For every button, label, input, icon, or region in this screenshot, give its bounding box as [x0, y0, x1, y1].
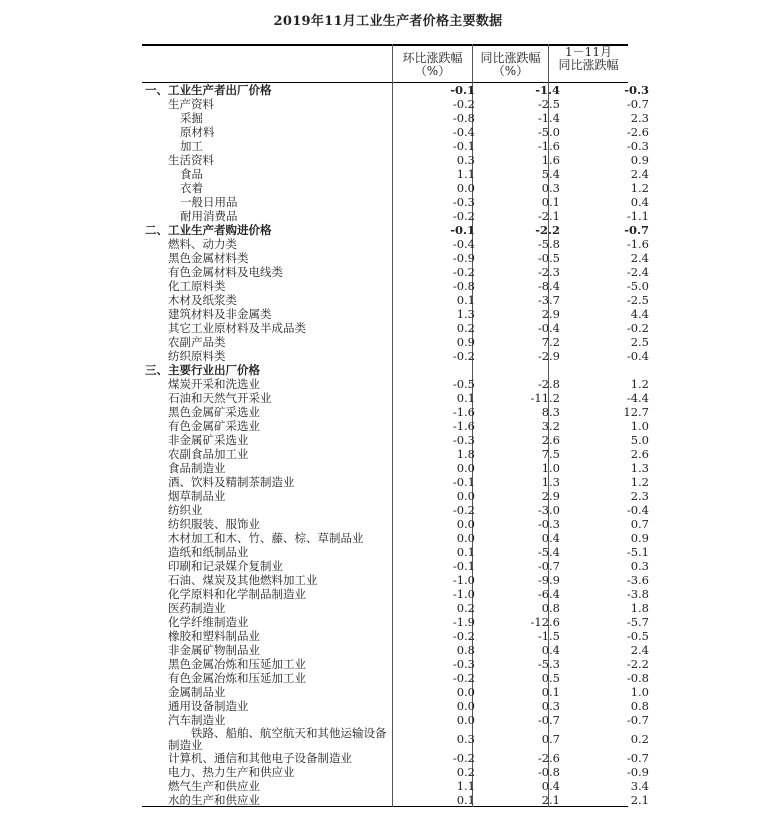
- row-label: 通用设备制造业: [168, 699, 249, 713]
- row-mom-value: 1.1: [456, 779, 475, 793]
- row-ytd-value: 0.7: [630, 517, 649, 531]
- table-row: [142, 433, 658, 447]
- row-label: 食品制造业: [168, 461, 226, 475]
- row-yoy-value: 5.4: [541, 167, 560, 181]
- row-ytd-value: 1.2: [630, 377, 649, 391]
- row-ytd-value: 1.3: [630, 461, 649, 475]
- row-yoy-value: 3.2: [541, 419, 560, 433]
- table-row: [142, 265, 658, 279]
- header-ytd-line2: 同比涨跌幅: [558, 58, 619, 72]
- table-row: [142, 139, 658, 153]
- row-yoy-value: 2.1: [541, 793, 560, 807]
- row-ytd-value: 3.4: [630, 779, 649, 793]
- row-label: 造纸和纸制品业: [168, 545, 249, 559]
- table-row: [142, 587, 658, 601]
- table-row: [142, 111, 658, 125]
- row-yoy-value: -2.3: [537, 265, 560, 279]
- row-mom-value: -0.1: [452, 139, 475, 153]
- row-label: 一、工业生产者出厂价格: [145, 83, 272, 97]
- row-mom-value: 0.3: [456, 153, 475, 167]
- row-label: 石油和天然气开采业: [168, 391, 272, 405]
- table-row: [142, 573, 658, 587]
- row-mom-value: -0.2: [452, 751, 475, 765]
- table-row: [142, 307, 658, 321]
- table-row: [142, 793, 658, 807]
- row-mom-value: 1.8: [456, 447, 475, 461]
- row-mom-value: -1.6: [452, 405, 475, 419]
- row-yoy-value: -5.8: [537, 237, 560, 251]
- header-ytd-line1: 1－11月: [565, 45, 612, 59]
- row-ytd-value: 1.0: [630, 685, 649, 699]
- row-yoy-value: -2.9: [537, 349, 560, 363]
- row-label: 印刷和记录媒介复制业: [168, 559, 283, 573]
- row-label: 医药制造业: [168, 601, 226, 615]
- row-label: 燃气生产和供应业: [168, 779, 260, 793]
- row-label: 黑色金属矿采选业: [168, 405, 260, 419]
- table-row: [142, 377, 658, 391]
- row-label: 农副产品类: [168, 335, 226, 349]
- row-label: 金属制品业: [168, 685, 226, 699]
- row-label: 石油、煤炭及其他燃料加工业: [168, 573, 318, 587]
- row-mom-value: -0.2: [452, 97, 475, 111]
- row-ytd-value: 2.6: [630, 447, 649, 461]
- row-mom-value: 0.2: [456, 601, 475, 615]
- table-row: [142, 531, 658, 545]
- row-ytd-value: -0.8: [626, 671, 649, 685]
- row-ytd-value: -0.7: [626, 713, 649, 727]
- row-yoy-value: 0.1: [541, 685, 560, 699]
- row-yoy-value: 8.3: [541, 405, 560, 419]
- row-ytd-value: 4.4: [630, 307, 649, 321]
- row-yoy-value: [484, 363, 569, 377]
- row-yoy-value: -3.7: [537, 293, 560, 307]
- table-row: [142, 559, 658, 573]
- row-yoy-value: -1.6: [537, 139, 560, 153]
- row-ytd-value: 0.9: [630, 153, 649, 167]
- header-mom: [393, 46, 472, 78]
- row-mom-value: -0.3: [452, 195, 475, 209]
- row-mom-value: -0.1: [450, 223, 475, 237]
- row-label: 其它工业原材料及半成品类: [168, 321, 306, 335]
- row-yoy-value: -5.0: [537, 125, 560, 139]
- row-yoy-value: -0.8: [537, 765, 560, 779]
- table-row: [142, 419, 658, 433]
- row-label: 木材加工和木、竹、藤、棕、草制品业: [168, 531, 364, 545]
- row-label: 水的生产和供应业: [168, 793, 260, 807]
- table-row: [142, 405, 658, 419]
- row-ytd-value: -0.9: [626, 765, 649, 779]
- row-yoy-value: -1.5: [537, 629, 560, 643]
- row-mom-value: -0.8: [452, 111, 475, 125]
- row-mom-value: 0.0: [456, 461, 475, 475]
- row-mom-value: 0.1: [456, 391, 475, 405]
- row-ytd-value: 2.5: [630, 335, 649, 349]
- row-ytd-value: 2.4: [630, 251, 649, 265]
- table-row: [142, 251, 658, 265]
- row-ytd-value: -3.6: [626, 573, 649, 587]
- row-label: 化学纤维制造业: [168, 615, 249, 629]
- row-ytd-value: 12.7: [623, 405, 649, 419]
- row-mom-value: -1.9: [452, 615, 475, 629]
- row-yoy-value: -2.2: [535, 223, 560, 237]
- row-yoy-value: -5.3: [537, 657, 560, 671]
- row-mom-value: 0.0: [456, 517, 475, 531]
- page-title: 2019年11月工业生产者价格主要数据: [273, 14, 503, 29]
- table-row: [142, 517, 658, 531]
- row-mom-value: -0.4: [452, 125, 475, 139]
- row-yoy-value: 2.6: [541, 433, 560, 447]
- row-ytd-value: -0.3: [624, 83, 649, 97]
- row-yoy-value: -5.4: [537, 545, 560, 559]
- row-yoy-value: 1.6: [541, 153, 560, 167]
- row-mom-value: -0.2: [452, 671, 475, 685]
- row-yoy-value: -12.6: [530, 615, 560, 629]
- table-row: [142, 751, 658, 765]
- row-label: 纺织业: [168, 503, 203, 517]
- section-row: [142, 363, 658, 377]
- row-yoy-value: -0.4: [537, 321, 560, 335]
- row-ytd-value: 2.4: [630, 167, 649, 181]
- row-ytd-value: 0.9: [630, 531, 649, 545]
- price-data-table: [142, 83, 658, 807]
- table-row: [142, 779, 658, 793]
- row-ytd-value: 2.3: [630, 111, 649, 125]
- row-ytd-value: -5.7: [626, 615, 649, 629]
- row-label: 电力、热力生产和供应业: [168, 765, 295, 779]
- row-yoy-value: 0.3: [541, 699, 560, 713]
- row-mom-value: -0.1: [452, 559, 475, 573]
- row-ytd-value: 1.2: [630, 181, 649, 195]
- row-mom-value: -1.0: [452, 587, 475, 601]
- row-yoy-value: 1.3: [541, 475, 560, 489]
- table-row: [142, 657, 658, 671]
- row-label: 有色金属材料及电线类: [168, 265, 283, 279]
- row-mom-value: 0.0: [456, 699, 475, 713]
- table-row: [142, 237, 658, 251]
- row-label: 橡胶和塑料制品业: [168, 629, 260, 643]
- row-ytd-value: 1.2: [630, 475, 649, 489]
- row-ytd-value: -0.2: [626, 321, 649, 335]
- table-row: [142, 279, 658, 293]
- row-yoy-value: 0.3: [541, 181, 560, 195]
- table-row: [142, 209, 658, 223]
- row-yoy-value: 0.5: [541, 671, 560, 685]
- row-mom-value: -0.4: [452, 237, 475, 251]
- row-label: 酒、饮料及精制茶制造业: [168, 475, 295, 489]
- row-label: 衣着: [180, 181, 203, 195]
- table-row: [142, 629, 658, 643]
- row-mom-value: -0.5: [452, 377, 475, 391]
- row-label: 化工原料类: [168, 279, 226, 293]
- row-label: 有色金属矿采选业: [168, 419, 260, 433]
- row-label: 耐用消费品: [180, 209, 238, 223]
- row-label: 烟草制品业: [168, 489, 226, 503]
- row-mom-value: 1.3: [456, 307, 475, 321]
- row-ytd-value: -2.6: [626, 125, 649, 139]
- row-label: 黑色金属冶炼和压延加工业: [168, 657, 306, 671]
- row-yoy-value: -2.5: [537, 97, 560, 111]
- row-ytd-value: -2.4: [626, 265, 649, 279]
- row-ytd-value: 0.2: [630, 732, 649, 746]
- row-ytd-value: -0.7: [626, 97, 649, 111]
- row-ytd-value: -2.5: [626, 293, 649, 307]
- row-yoy-value: -8.4: [537, 279, 560, 293]
- row-label: 三、主要行业出厂价格: [145, 363, 260, 377]
- table-row: [142, 321, 658, 335]
- row-yoy-value: -0.7: [537, 713, 560, 727]
- row-label: 建筑材料及非金属类: [168, 307, 272, 321]
- row-mom-value: [395, 363, 484, 377]
- row-mom-value: 0.1: [456, 545, 475, 559]
- row-label: 铁路、船舶、航空航天和其他运输设备制造业: [168, 726, 387, 752]
- table-row: [142, 699, 658, 713]
- row-yoy-value: 2.9: [541, 489, 560, 503]
- row-ytd-value: -0.3: [626, 139, 649, 153]
- row-ytd-value: 1.8: [630, 601, 649, 615]
- row-ytd-value: -0.4: [626, 503, 649, 517]
- table-row: [142, 181, 658, 195]
- row-yoy-value: -2.6: [537, 751, 560, 765]
- table-row: [142, 97, 658, 111]
- row-mom-value: -0.3: [452, 657, 475, 671]
- row-ytd-value: 2.1: [630, 793, 649, 807]
- row-yoy-value: -6.4: [537, 587, 560, 601]
- header-ytd: [549, 46, 628, 72]
- row-yoy-value: 0.7: [541, 732, 560, 746]
- row-mom-value: 0.0: [456, 181, 475, 195]
- row-ytd-value: 1.0: [630, 419, 649, 433]
- row-yoy-value: -11.2: [530, 391, 560, 405]
- row-label: 非金属矿物制品业: [168, 643, 260, 657]
- row-label: 汽车制造业: [168, 713, 226, 727]
- row-label: 纺织服装、服饰业: [168, 517, 260, 531]
- row-mom-value: -0.8: [452, 279, 475, 293]
- row-mom-value: -1.6: [452, 419, 475, 433]
- row-mom-value: 0.2: [456, 765, 475, 779]
- row-label: 纺织原料类: [168, 349, 226, 363]
- header-yoy-line1: 同比涨跌幅: [480, 51, 541, 65]
- row-ytd-value: -5.0: [626, 279, 649, 293]
- row-ytd-value: 0.3: [630, 559, 649, 573]
- table-row: [142, 153, 658, 167]
- table-row: [142, 125, 658, 139]
- row-label: 二、工业生产者购进价格: [145, 223, 272, 237]
- table-row: [142, 475, 658, 489]
- header-mom-line1: 环比涨跌幅: [402, 51, 463, 65]
- row-label: 化学原料和化学制品制造业: [168, 587, 306, 601]
- table-row: [142, 671, 658, 685]
- row-ytd-value: -0.5: [626, 629, 649, 643]
- row-mom-value: 0.0: [456, 685, 475, 699]
- row-label: 有色金属冶炼和压延加工业: [168, 671, 306, 685]
- row-yoy-value: 0.4: [541, 643, 560, 657]
- row-mom-value: -0.9: [452, 251, 475, 265]
- row-mom-value: -0.1: [450, 83, 475, 97]
- row-ytd-value: -1.6: [626, 237, 649, 251]
- row-ytd-value: -4.4: [626, 391, 649, 405]
- table-row: [142, 601, 658, 615]
- row-ytd-value: -0.4: [626, 349, 649, 363]
- row-yoy-value: -2.1: [537, 209, 560, 223]
- table-row: [142, 765, 658, 779]
- row-mom-value: -0.2: [452, 349, 475, 363]
- row-mom-value: -0.2: [452, 629, 475, 643]
- header-yoy-line2: （%）: [492, 64, 529, 78]
- row-mom-value: 0.2: [456, 321, 475, 335]
- table-row: [142, 545, 658, 559]
- row-label: 一般日用品: [180, 195, 238, 209]
- row-yoy-value: 0.1: [541, 195, 560, 209]
- row-ytd-value: -5.1: [626, 545, 649, 559]
- row-ytd-value: -0.7: [624, 223, 649, 237]
- row-mom-value: 0.1: [456, 293, 475, 307]
- table-row: [142, 503, 658, 517]
- row-yoy-value: 0.8: [541, 601, 560, 615]
- table-row: [142, 727, 658, 751]
- row-label: 采掘: [180, 111, 203, 125]
- table-row: [142, 293, 658, 307]
- row-yoy-value: 0.4: [541, 779, 560, 793]
- row-yoy-value: 2.9: [541, 307, 560, 321]
- row-yoy-value: -2.8: [537, 377, 560, 391]
- row-ytd-value: -2.2: [626, 657, 649, 671]
- table-row: [142, 615, 658, 629]
- row-yoy-value: -9.9: [537, 573, 560, 587]
- row-ytd-value: 0.4: [630, 195, 649, 209]
- row-mom-value: 1.1: [456, 167, 475, 181]
- row-ytd-value: 2.3: [630, 489, 649, 503]
- row-label: 生活资料: [168, 153, 214, 167]
- table-row: [142, 349, 658, 363]
- row-label: 非金属矿采选业: [168, 433, 249, 447]
- row-yoy-value: -1.4: [535, 83, 560, 97]
- row-label: 原材料: [180, 125, 215, 139]
- row-label: 农副食品加工业: [168, 447, 249, 461]
- section-row: [142, 83, 658, 97]
- row-mom-value: -0.1: [452, 475, 475, 489]
- table-row: [142, 447, 658, 461]
- table-row: [142, 713, 658, 727]
- row-yoy-value: -0.5: [537, 251, 560, 265]
- table-row: [142, 461, 658, 475]
- row-label: 燃料、动力类: [168, 237, 237, 251]
- row-ytd-value: 0.8: [630, 699, 649, 713]
- row-label: 木材及纸浆类: [168, 293, 237, 307]
- row-mom-value: -0.2: [452, 265, 475, 279]
- row-label: 煤炭开采和洗选业: [168, 377, 260, 391]
- table-row: [142, 489, 658, 503]
- row-yoy-value: -3.0: [537, 503, 560, 517]
- row-label: 黑色金属材料类: [168, 251, 249, 265]
- table-row: [142, 685, 658, 699]
- header-mom-line2: （%）: [414, 64, 451, 78]
- row-yoy-value: -0.7: [537, 559, 560, 573]
- row-yoy-value: 7.2: [541, 335, 560, 349]
- table-row: [142, 167, 658, 181]
- row-mom-value: 0.9: [456, 335, 475, 349]
- row-yoy-value: 0.4: [541, 531, 560, 545]
- row-ytd-value: -3.8: [626, 587, 649, 601]
- table-row: [142, 335, 658, 349]
- row-mom-value: 0.0: [456, 489, 475, 503]
- row-mom-value: 0.1: [456, 793, 475, 807]
- row-mom-value: 0.8: [456, 643, 475, 657]
- row-mom-value: -0.2: [452, 209, 475, 223]
- row-mom-value: 0.0: [456, 531, 475, 545]
- row-ytd-value: -1.1: [626, 209, 649, 223]
- row-yoy-value: -1.4: [537, 111, 560, 125]
- row-mom-value: -0.3: [452, 433, 475, 447]
- row-label: 食品: [180, 167, 203, 181]
- row-ytd-value: 5.0: [630, 433, 649, 447]
- table-row: [142, 195, 658, 209]
- table-row: [142, 643, 658, 657]
- row-mom-value: -1.0: [452, 573, 475, 587]
- row-mom-value: 0.0: [456, 713, 475, 727]
- table-row: [142, 391, 658, 405]
- section-row: [142, 223, 658, 237]
- row-mom-value: -0.2: [452, 503, 475, 517]
- header-yoy: [473, 46, 548, 78]
- row-yoy-value: 7.5: [541, 447, 560, 461]
- row-ytd-value: [569, 363, 658, 377]
- row-ytd-value: 2.4: [630, 643, 649, 657]
- row-label: 加工: [180, 139, 203, 153]
- row-yoy-value: -0.3: [537, 517, 560, 531]
- row-mom-value: 0.3: [456, 732, 475, 746]
- row-label: 生产资料: [168, 97, 214, 111]
- row-ytd-value: -0.7: [626, 751, 649, 765]
- row-label: 计算机、通信和其他电子设备制造业: [168, 751, 352, 765]
- row-yoy-value: 1.0: [541, 461, 560, 475]
